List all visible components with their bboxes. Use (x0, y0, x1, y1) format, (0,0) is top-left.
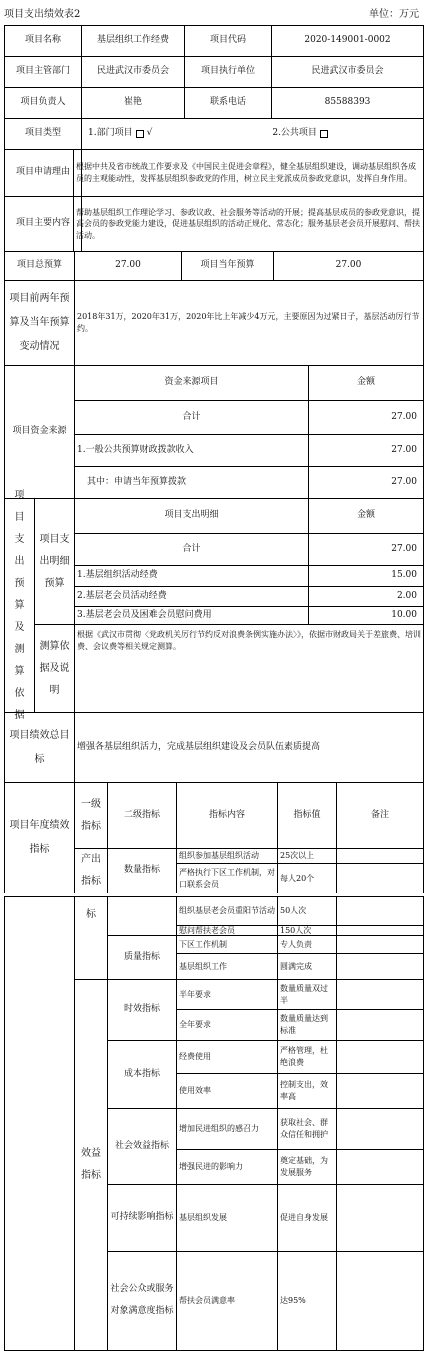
sustain-label: 可持续影响指标 (107, 1184, 177, 1252)
basis-label: 测算依据及说明 (34, 624, 75, 713)
indicator-value: 圆满完成 (277, 953, 337, 980)
leader-value: 崔艳 (81, 87, 185, 119)
indicator-note (336, 1108, 424, 1150)
indicator-content: 慰问帮扶老会员 (176, 925, 278, 936)
output-label: 产出指标 (74, 848, 108, 894)
header-value: 指标值 (277, 782, 337, 849)
header-content: 指标内容 (176, 782, 278, 849)
expense-row-amount: 27.00 (308, 533, 424, 566)
indicator-value: 数量质量双过半 (277, 979, 337, 1010)
type-dept-option: 1.部门项目 (88, 128, 133, 139)
indicator-content: 组织基层老会员重阳节活动 (176, 896, 278, 926)
expense-row-item: 合计 (74, 533, 309, 566)
indicator-content: 帮扶会员满意率 (176, 1251, 278, 1351)
funding-col-source: 资金来源项目 (74, 365, 309, 401)
type-label: 项目类型 (4, 118, 82, 150)
expense-col-detail: 项目支出明细 (74, 498, 309, 534)
name-label: 项目名称 (4, 25, 82, 57)
goal-text: 增强各基层组织活力，完成基层组织建设及会员队伍素质提高 (74, 712, 424, 783)
funding-row-amount: 27.00 (308, 400, 424, 435)
checkbox-icon (320, 130, 328, 138)
expense-row-amount: 10.00 (308, 606, 424, 625)
indicator-value: 获取社会、群众信任和拥护 (277, 1108, 337, 1150)
quantity-label-cont (107, 896, 177, 936)
basis-text: 根据《武汉市贯彻〈党政机关厉行节约反对浪费条例实施办法〉》，依据市财政局关于差旅费、培训费、会议费等相关规定测算。 (74, 624, 424, 713)
indicator-value: 数量质量达到标准 (277, 1009, 337, 1041)
indicator-value: 每人20个 (277, 863, 337, 894)
indicator-note (336, 1073, 424, 1109)
reason-label: 项目申请理由 (4, 149, 82, 197)
name-value: 基层组织工作经费 (81, 25, 185, 57)
expense-outer-label: 项目支出预算及测算依据 (4, 498, 35, 713)
code-label: 项目代码 (184, 25, 272, 57)
goal-label: 项目绩效总目标 (4, 712, 75, 783)
indicator-content: 组织参加基层组织活动 (176, 848, 278, 864)
funding-row-amount: 27.00 (308, 466, 424, 499)
exec-label: 项目执行单位 (184, 56, 272, 88)
indicator-content: 基层组织发展 (176, 1184, 278, 1252)
type-public-option: 2.公共项目 (272, 128, 317, 139)
indicator-content: 基层组织工作 (176, 953, 278, 980)
indicator-content: 严格执行下区工作机制，对口联系会员 (176, 863, 278, 894)
indicator-note (336, 863, 424, 894)
indicator-value: 奠定基础，为发展服务 (277, 1149, 337, 1185)
indicator-content: 经费使用 (176, 1040, 278, 1074)
header-level1: 一级指标 (74, 782, 108, 849)
indicator-value: 控制支出，效率高 (277, 1073, 337, 1109)
indicators-label: 项目年度绩效指标 (4, 782, 75, 894)
indicator-value: 严格管理，杜绝浪费 (277, 1040, 337, 1074)
code-value: 2020-149001-0002 (271, 25, 424, 57)
indicator-content: 增强民进的影响力 (176, 1149, 278, 1185)
indicator-value: 25次以上 (277, 848, 337, 864)
output-label-cont: 标 (74, 896, 108, 980)
indicator-value: 150人次 (277, 925, 337, 936)
funding-row-item: 合计 (74, 400, 309, 435)
indicator-note (336, 979, 424, 1010)
cost-label: 成本指标 (107, 1040, 177, 1109)
indicator-value: 促进自身发展 (277, 1184, 337, 1252)
header-note: 备注 (336, 782, 424, 849)
content-label: 项目主要内容 (4, 196, 82, 252)
expense-row-item: 3.基层老会员及困难会员慰问费用 (74, 606, 309, 625)
dept-label: 项目主管部门 (4, 56, 82, 88)
indicator-content: 增加民进组织的感召力 (176, 1108, 278, 1150)
indicator-content: 使用效率 (176, 1073, 278, 1109)
indicator-content: 全年要求 (176, 1009, 278, 1041)
budget-label: 项目总预算 (4, 251, 75, 281)
indicator-note (336, 1040, 424, 1074)
funding-row-amount: 27.00 (308, 434, 424, 467)
year-budget-label: 项目当年预算 (181, 251, 274, 281)
indicator-value: 50人次 (277, 896, 337, 926)
timely-label: 时效指标 (107, 979, 177, 1041)
table-title: 项目支出绩效表2 (4, 9, 81, 20)
indicator-note (336, 1009, 424, 1041)
indicator-note (336, 1251, 424, 1351)
quality-label: 质量指标 (107, 935, 177, 980)
check-mark-icon: √ (146, 128, 153, 139)
funding-row-item: 其中：申请当年预算拨款 (74, 466, 309, 499)
quantity-label: 数量指标 (107, 848, 177, 894)
indicator-content: 半年要求 (176, 979, 278, 1010)
indicator-note (336, 848, 424, 864)
leader-label: 项目负责人 (4, 87, 82, 119)
change-label: 项目前两年预算及当年预算变动情况 (4, 280, 75, 366)
unit-label: 单位：万元 (369, 9, 419, 20)
checkbox-icon (136, 130, 144, 138)
phone-label: 联系电话 (184, 87, 272, 119)
expense-row-amount: 2.00 (308, 586, 424, 607)
dept-value: 民进武汉市委员会 (81, 56, 185, 88)
expense-col-amount: 金额 (308, 498, 424, 534)
indicator-note (336, 1184, 424, 1252)
budget-value: 27.00 (74, 251, 182, 281)
phone-value: 85588393 (271, 87, 424, 119)
change-text: 2018年31万，2020年31万，2020年比上年减少4万元，主要原因为过紧日子，基层活动厉行节约。 (74, 280, 424, 366)
year-budget-value: 27.00 (273, 251, 424, 281)
indicator-value: 达95% (277, 1251, 337, 1351)
expense-row-item: 2.基层老会员活动经费 (74, 586, 309, 607)
indicator-note (336, 1149, 424, 1185)
funding-col-amount: 金额 (308, 365, 424, 401)
expense-detail-label: 项目支出明细预算 (34, 498, 75, 625)
expense-row-amount: 15.00 (308, 565, 424, 587)
type-options (81, 118, 424, 150)
indicator-note (336, 953, 424, 980)
reason-text: 根据中共及省市统战工作要求及《中国民主促进会章程》，健全基层组织建设，调动基层组织各成员的主观能动性，发挥基层组织参政党的作用，树立民主党派成员参政党意识，发挥自身作用。 (73, 149, 424, 197)
benefit-label: 效益指标 (74, 979, 108, 1351)
indicator-note (336, 935, 424, 954)
funding-label: 项目资金来源 (4, 365, 75, 499)
social-label: 社会效益指标 (107, 1108, 177, 1185)
indicator-content: 下区工作机制 (176, 935, 278, 954)
funding-row-item: 1.一般公共预算财政拨款收入 (74, 434, 309, 467)
satisfaction-label: 社会公众或服务对象满意度指标 (107, 1251, 177, 1351)
indicator-note (336, 896, 424, 926)
exec-value: 民进武汉市委员会 (271, 56, 424, 88)
indicators-label-cont (4, 896, 75, 1351)
indicator-value: 专人负责 (277, 935, 337, 954)
expense-row-item: 1.基层组织活动经费 (74, 565, 309, 587)
content-text: 帮助基层组织工作理论学习、参政议政、社会服务等活动的开展；提高基层成员的参政党意识，提高会员的参政党能力建设，促进基层组织的活动正规化、常态化；服务基层老会员开展慰问、帮扶活动。 (73, 196, 424, 252)
header-level2: 二级指标 (107, 782, 177, 849)
